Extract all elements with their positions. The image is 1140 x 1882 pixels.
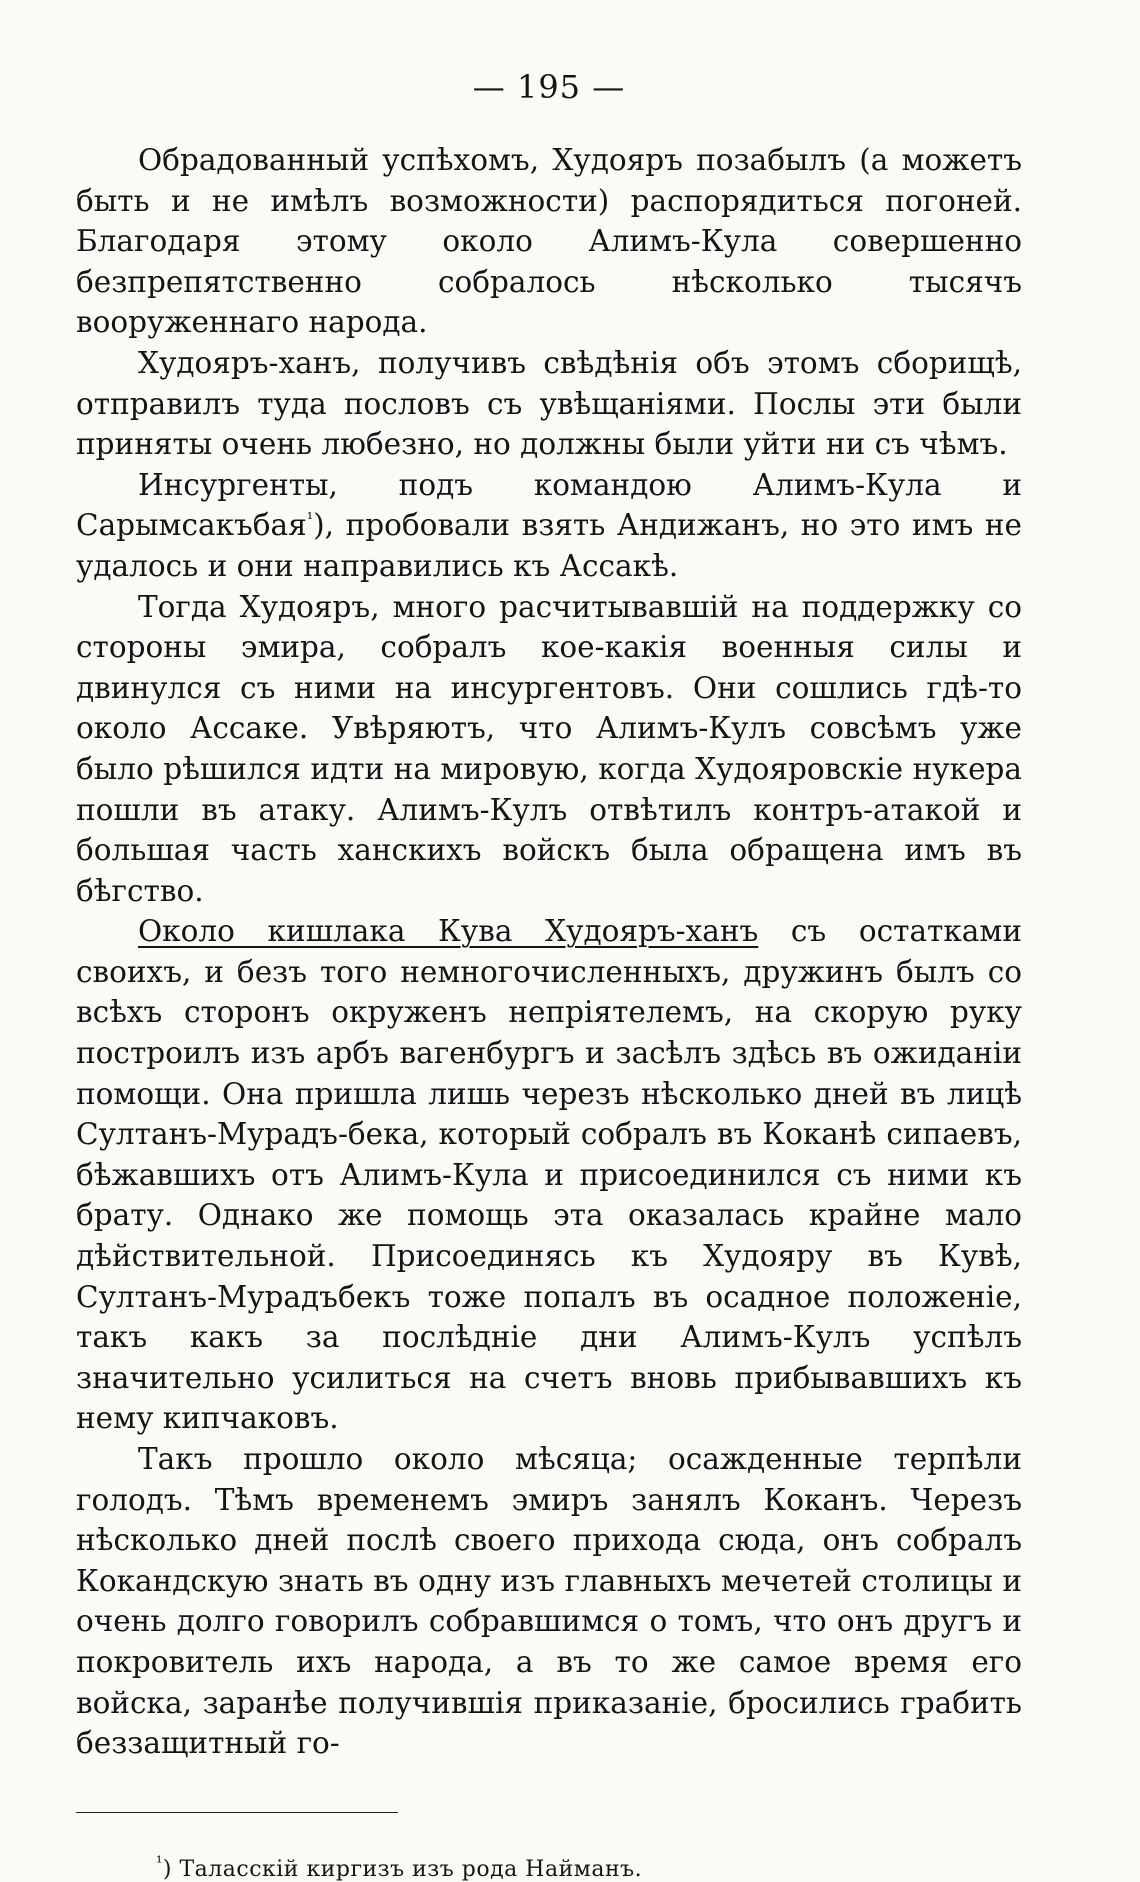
paragraph-2: Худояръ-ханъ, получивъ свѣдѣнія объ этомъ сборищѣ, отправилъ туда пословъ съ увѣщаніями. Послы эти были приняты очень любезно, но должны были уйти ни съ чѣмъ. [76, 345, 1022, 462]
footnote-divider [76, 1812, 398, 1813]
footnote-reference: ¹ [306, 509, 314, 529]
body-text [76, 140, 1022, 1764]
footnote-mark: ¹ [156, 1852, 163, 1872]
book-page [76, 60, 1022, 1882]
page-number: — 195 — [472, 68, 626, 106]
paragraph-3-text-b: ), пробовали взять Андижанъ, но это имъ не удалось и они направились къ Ассакѣ. [76, 508, 1022, 583]
paragraph-6: Такъ прошло около мѣсяца; осажденные терпѣли голодъ. Тѣмъ временемъ эмиръ занялъ Коканъ. Черезъ нѣсколько дней послѣ своего прихода сюда, онъ собралъ Кокандскую знать въ одну изъ главныхъ мечетей столицы и очень долго говорилъ собравшимся о томъ, что онъ другъ и покровитель ихъ народа, а въ то же самое время его войска, заранѣе получившія приказаніе, бросились грабить беззащитный го- [76, 1442, 1022, 1761]
footnote-text: ) Таласскій киргизъ изъ рода Найманъ. [162, 1856, 643, 1882]
paragraph-5-text: съ остатками своихъ, и безъ того немногочисленныхъ, дружинъ былъ со всѣхъ сторонъ окруженъ непріятелемъ, на скорую руку построилъ изъ арбъ вагенбургъ и засѣлъ здѣсь въ ожиданіи помощи. Она пришла лишь черезъ нѣсколько дней въ лицѣ Султанъ-Мурадъ-бека, который собралъ въ Коканѣ сипаевъ, бѣжавшихъ отъ Алимъ-Кула и присоединился съ ними къ брату. Однако же помощь эта оказалась крайне мало дѣйствительной. Присоединясь къ Худояру въ Кувѣ, Султанъ-Мурадъбекъ тоже попалъ въ осадное положеніе, такъ какъ за послѣдніе дни Алимъ-Кулъ успѣлъ значительно усилиться на счетъ вновь прибывавшихъ къ нему кипчаковъ. [76, 914, 1022, 1436]
footnote [76, 1852, 1022, 1882]
paragraph-1: Обрадованный успѣхомъ, Худояръ позабылъ (а можетъ быть и не имѣлъ возможности) распорядиться погоней. Благодаря этому около Алимъ-Кула совершенно безпрепятственно собралось нѣсколько тысячъ вооруженнаго народа. [76, 143, 1022, 340]
paragraph-3-text-a: Инсургенты, подъ командою Алимъ-Кула и Сарымсакъбая [76, 467, 1022, 543]
paragraph-4: Тогда Худояръ, много расчитывавшій на поддержку со стороны эмира, собралъ кое-какія военныя силы и двинулся съ ними на инсургентовъ. Они сошлись гдѣ-то около Ассаке. Увѣряютъ, что Алимъ-Кулъ совсѣмъ уже было рѣшился идти на мировую, когда Худояровскіе нукера пошли въ атаку. Алимъ-Кулъ отвѣтилъ контръ-атакой и большая часть ханскихъ войскъ была обращена имъ въ бѣгство. [76, 589, 1022, 908]
paragraph-5 [76, 911, 1022, 1439]
underlined-phrase: Около кишлака Кува Худояръ-ханъ [138, 914, 759, 949]
paragraph-3 [76, 465, 1022, 587]
